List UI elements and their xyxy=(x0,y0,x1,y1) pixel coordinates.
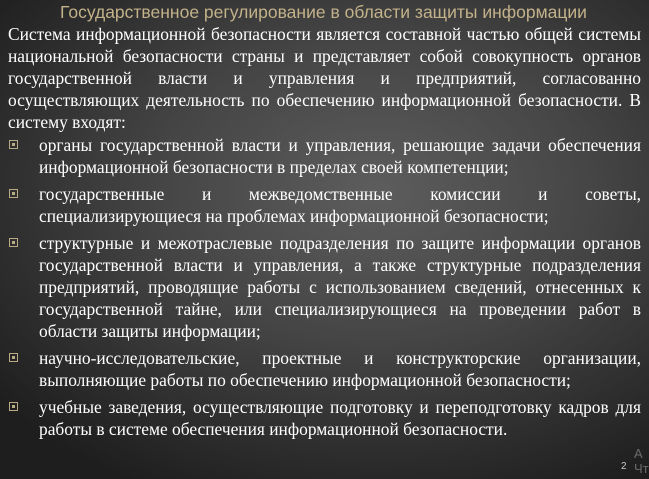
list-item-text: государственные и межведомственные комиссии и советы, специализирующиеся на проблемах информационной безопасности; xyxy=(39,184,641,226)
list-item xyxy=(8,232,641,342)
bullet-list xyxy=(8,134,641,440)
square-bullet-icon xyxy=(9,189,18,198)
square-bullet-icon xyxy=(9,402,18,411)
list-item-text: органы государственной власти и управления, решающие задачи обеспечения информационной безопасности в пределах своей компетенции; xyxy=(39,135,641,177)
list-item xyxy=(8,347,641,391)
list-item-text: научно-исследовательские, проектные и конструкторские организации, выполняющие работы по обеспечению информационной безопасности; xyxy=(39,348,641,390)
list-item xyxy=(8,396,641,440)
square-bullet-icon xyxy=(9,353,18,362)
slide-number: 2 xyxy=(621,461,627,472)
list-item-text: учебные заведения, осуществляющие подготовку и переподготовку кадров для работы в системе обеспечения информационной безопасности. xyxy=(39,397,641,439)
list-item xyxy=(8,134,641,178)
list-item-text: структурные и межотраслевые подразделения по защите информации органов государственной власти и управления, а также структурные подразделения предприятий, проводящие работы с использованием сведений, отнесенных к государственной тайне, или специализирующиеся на проведении работ в области защиты информации; xyxy=(39,233,641,341)
slide-title: Государственное регулирование в области защиты информации xyxy=(60,2,587,22)
square-bullet-icon xyxy=(9,140,18,149)
list-item xyxy=(8,183,641,227)
square-bullet-icon xyxy=(9,238,18,247)
edge-text-fragment: A Чт xyxy=(634,446,649,476)
intro-paragraph: Система информационной безопасности является составной частью общей системы национальной безопасности страны и представляет собой совокупность органов государственной власти и управления и предприятий, согласованно осуществляющих деятельность по обеспечению информационной безопасности. В систему входят: xyxy=(8,24,641,132)
slide-content xyxy=(8,23,641,440)
